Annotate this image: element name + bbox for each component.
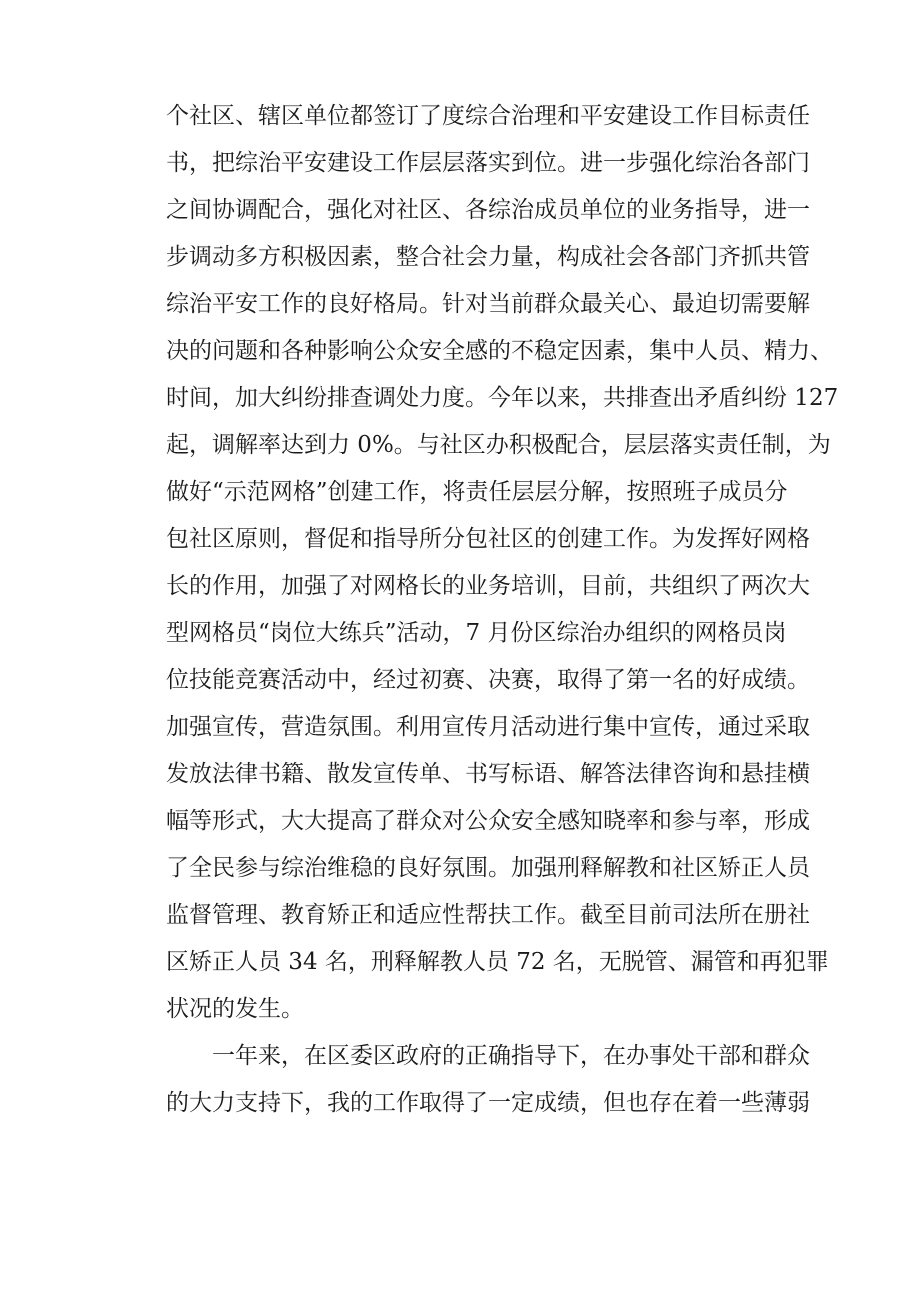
text-line: 幅等形式，大大提高了群众对公众安全感知晓率和参与率，形成 — [166, 808, 810, 834]
text-line: 区矫正人员 34 名，刑释解教人员 72 名，无脱管、漏管和再犯罪 — [166, 949, 829, 975]
text-line: 型网格员“岗位大练兵”活动，7 月份区综治办组织的网格员岗 — [166, 620, 787, 646]
document-body — [166, 93, 839, 1127]
text-line: 综治平安工作的良好格局。针对当前群众最关心、最迫切需要解 — [166, 291, 810, 317]
text-line: 的大力支持下，我的工作取得了一定成绩，但也存在着一些薄弱 — [166, 1090, 810, 1116]
text-line: 决的问题和各种影响公众安全感的不稳定因素，集中人员、精力、 — [166, 338, 833, 364]
text-line: 发放法律书籍、散发宣传单、书写标语、解答法律咨询和悬挂横 — [166, 761, 810, 787]
text-line: 加强宣传，营造氛围。利用宣传月活动进行集中宣传，通过采取 — [166, 714, 810, 740]
text-line: 包社区原则，督促和指导所分包社区的创建工作。为发挥好网格 — [166, 526, 810, 552]
text-line: 位技能竞赛活动中，经过初赛、决赛，取得了第一名的好成绩。 — [166, 667, 810, 693]
text-line: 状况的发生。 — [166, 996, 304, 1022]
text-line: 了全民参与综治维稳的良好氛围。加强刑释解教和社区矫正人员 — [166, 855, 810, 881]
text-line: 书，把综治平安建设工作层层落实到位。进一步强化综治各部门 — [166, 150, 810, 176]
paragraph-2 — [166, 1033, 810, 1127]
paragraph-1 — [166, 93, 839, 1033]
text-line: 一年来，在区委区政府的正确指导下，在办事处干部和群众 — [212, 1043, 810, 1069]
text-line: 个社区、辖区单位都签订了度综合治理和平安建设工作目标责任 — [166, 103, 810, 129]
text-line: 步调动多方积极因素，整合社会力量，构成社会各部门齐抓共管 — [166, 244, 810, 270]
text-line: 长的作用，加强了对网格长的业务培训，目前，共组织了两次大 — [166, 573, 810, 599]
text-line: 时间，加大纠纷排查调处力度。今年以来，共排查出矛盾纠纷 127 — [166, 385, 839, 411]
text-line: 起，调解率达到力 0%。与社区办积极配合，层层落实责任制，为 — [166, 432, 831, 458]
text-line: 监督管理、教育矫正和适应性帮扶工作。截至目前司法所在册社 — [166, 902, 810, 928]
text-line: 做好“示范网格”创建工作，将责任层层分解，按照班子成员分 — [166, 479, 788, 505]
text-line: 之间协调配合，强化对社区、各综治成员单位的业务指导，进一 — [166, 197, 810, 223]
